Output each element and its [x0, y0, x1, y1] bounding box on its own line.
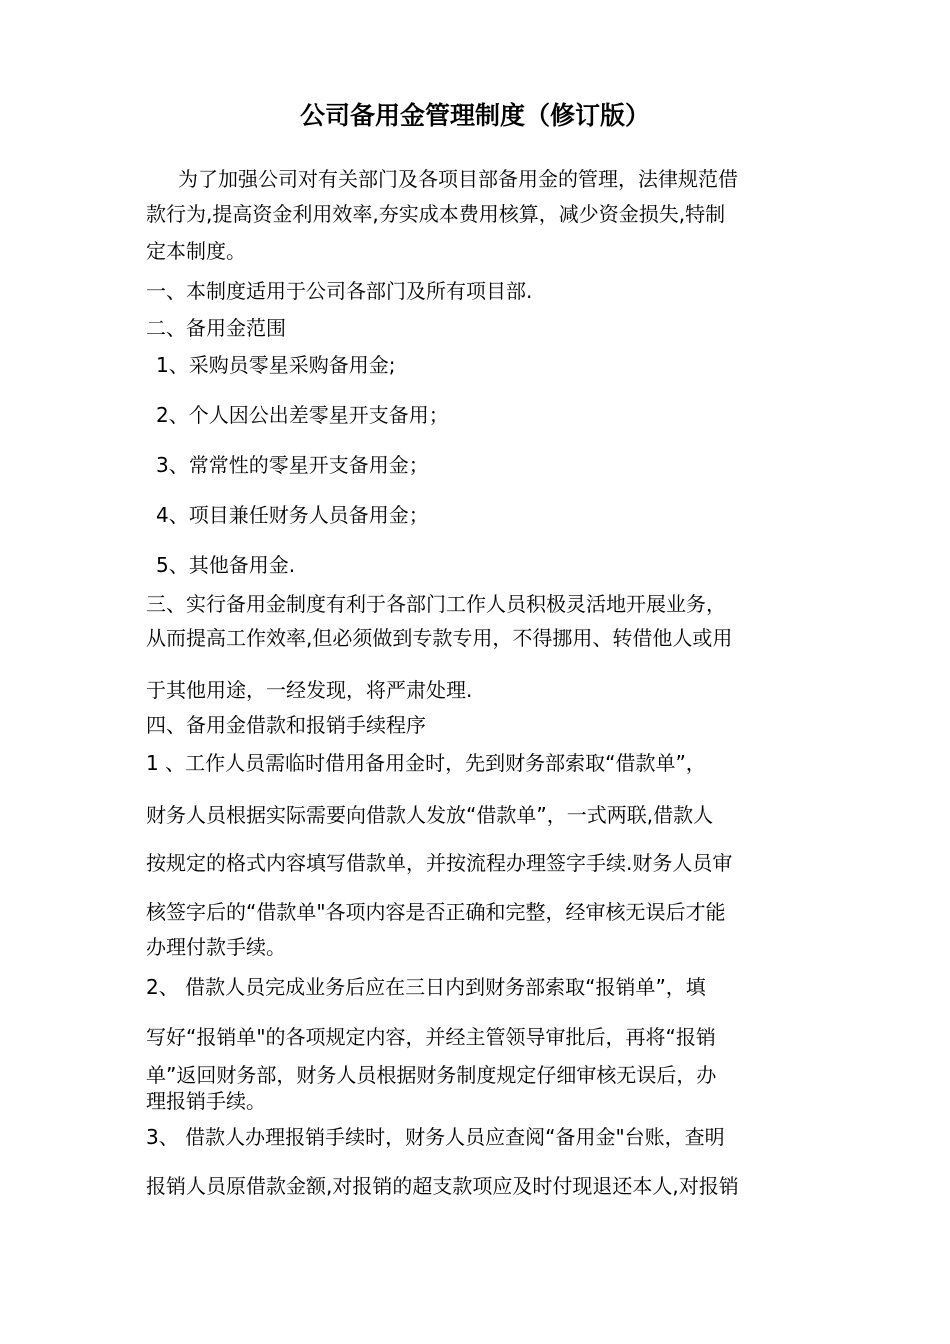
list-item: 4、项目兼任财务人员备用金； [156, 503, 429, 527]
paragraph-line: 款行为,提高资金利用效率,夯实成本费用核算，减少资金损失,特制 [146, 202, 726, 226]
paragraph-line: 定本制度。 [146, 239, 246, 263]
section-heading-1: 一、本制度适用于公司各部门及所有项目部. [146, 279, 533, 303]
list-item: 3、常常性的零星开支备用金； [156, 453, 429, 477]
paragraph-line: 2、 借款人员完成业务后应在三日内到财务部索取“报销单”，填 [146, 975, 706, 999]
list-item: 5、其他备用金. [156, 553, 296, 577]
document-title: 公司备用金管理制度（修订版） [299, 101, 650, 130]
paragraph-line: 办理付款手续。 [146, 935, 286, 959]
paragraph-line: 于其他用途，一经发现，将严肃处理. [146, 678, 473, 702]
section-heading-4: 四、备用金借款和报销手续程序 [146, 713, 426, 737]
paragraph-line: 核签字后的“借款单"各项内容是否正确和完整，经审核无误后才能 [146, 900, 726, 924]
list-item: 1、采购员零星采购备用金; [156, 353, 396, 377]
list-item: 2、个人因公出差零星开支备用； [156, 403, 449, 427]
section-heading-3: 三、实行备用金制度有利于各部门工作人员积极灵活地开展业务， [146, 592, 726, 616]
paragraph-line: 理报销手续。 [146, 1089, 266, 1113]
paragraph-line: 单”返回财务部，财务人员根据财务制度规定仔细审核无误后，办 [146, 1063, 717, 1087]
paragraph-line: 按规定的格式内容填写借款单，并按流程办理签字手续.财务人员审 [146, 851, 733, 875]
section-heading-2: 二、备用金范围 [146, 316, 286, 340]
paragraph-line: 写好“报销单"的各项规定内容，并经主管领导审批后，再将“报销 [146, 1025, 716, 1049]
paragraph-line: 1 、工作人员需临时借用备用金时，先到财务部索取“借款单”， [146, 751, 706, 775]
paragraph-line: 从而提高工作效率,但必须做到专款专用，不得挪用、转借他人或用 [146, 626, 733, 650]
paragraph-line: 为了加强公司对有关部门及各项目部备用金的管理，法律规范借 [178, 167, 738, 191]
paragraph-line: 财务人员根据实际需要向借款人发放“借款单”，一式两联,借款人 [146, 803, 714, 827]
paragraph-line: 报销人员原借款金额,对报销的超支款项应及时付现退还本人,对报销 [146, 1174, 739, 1198]
paragraph-line: 3、 借款人办理报销手续时，财务人员应查阅“备用金"台账，查明 [146, 1125, 725, 1149]
